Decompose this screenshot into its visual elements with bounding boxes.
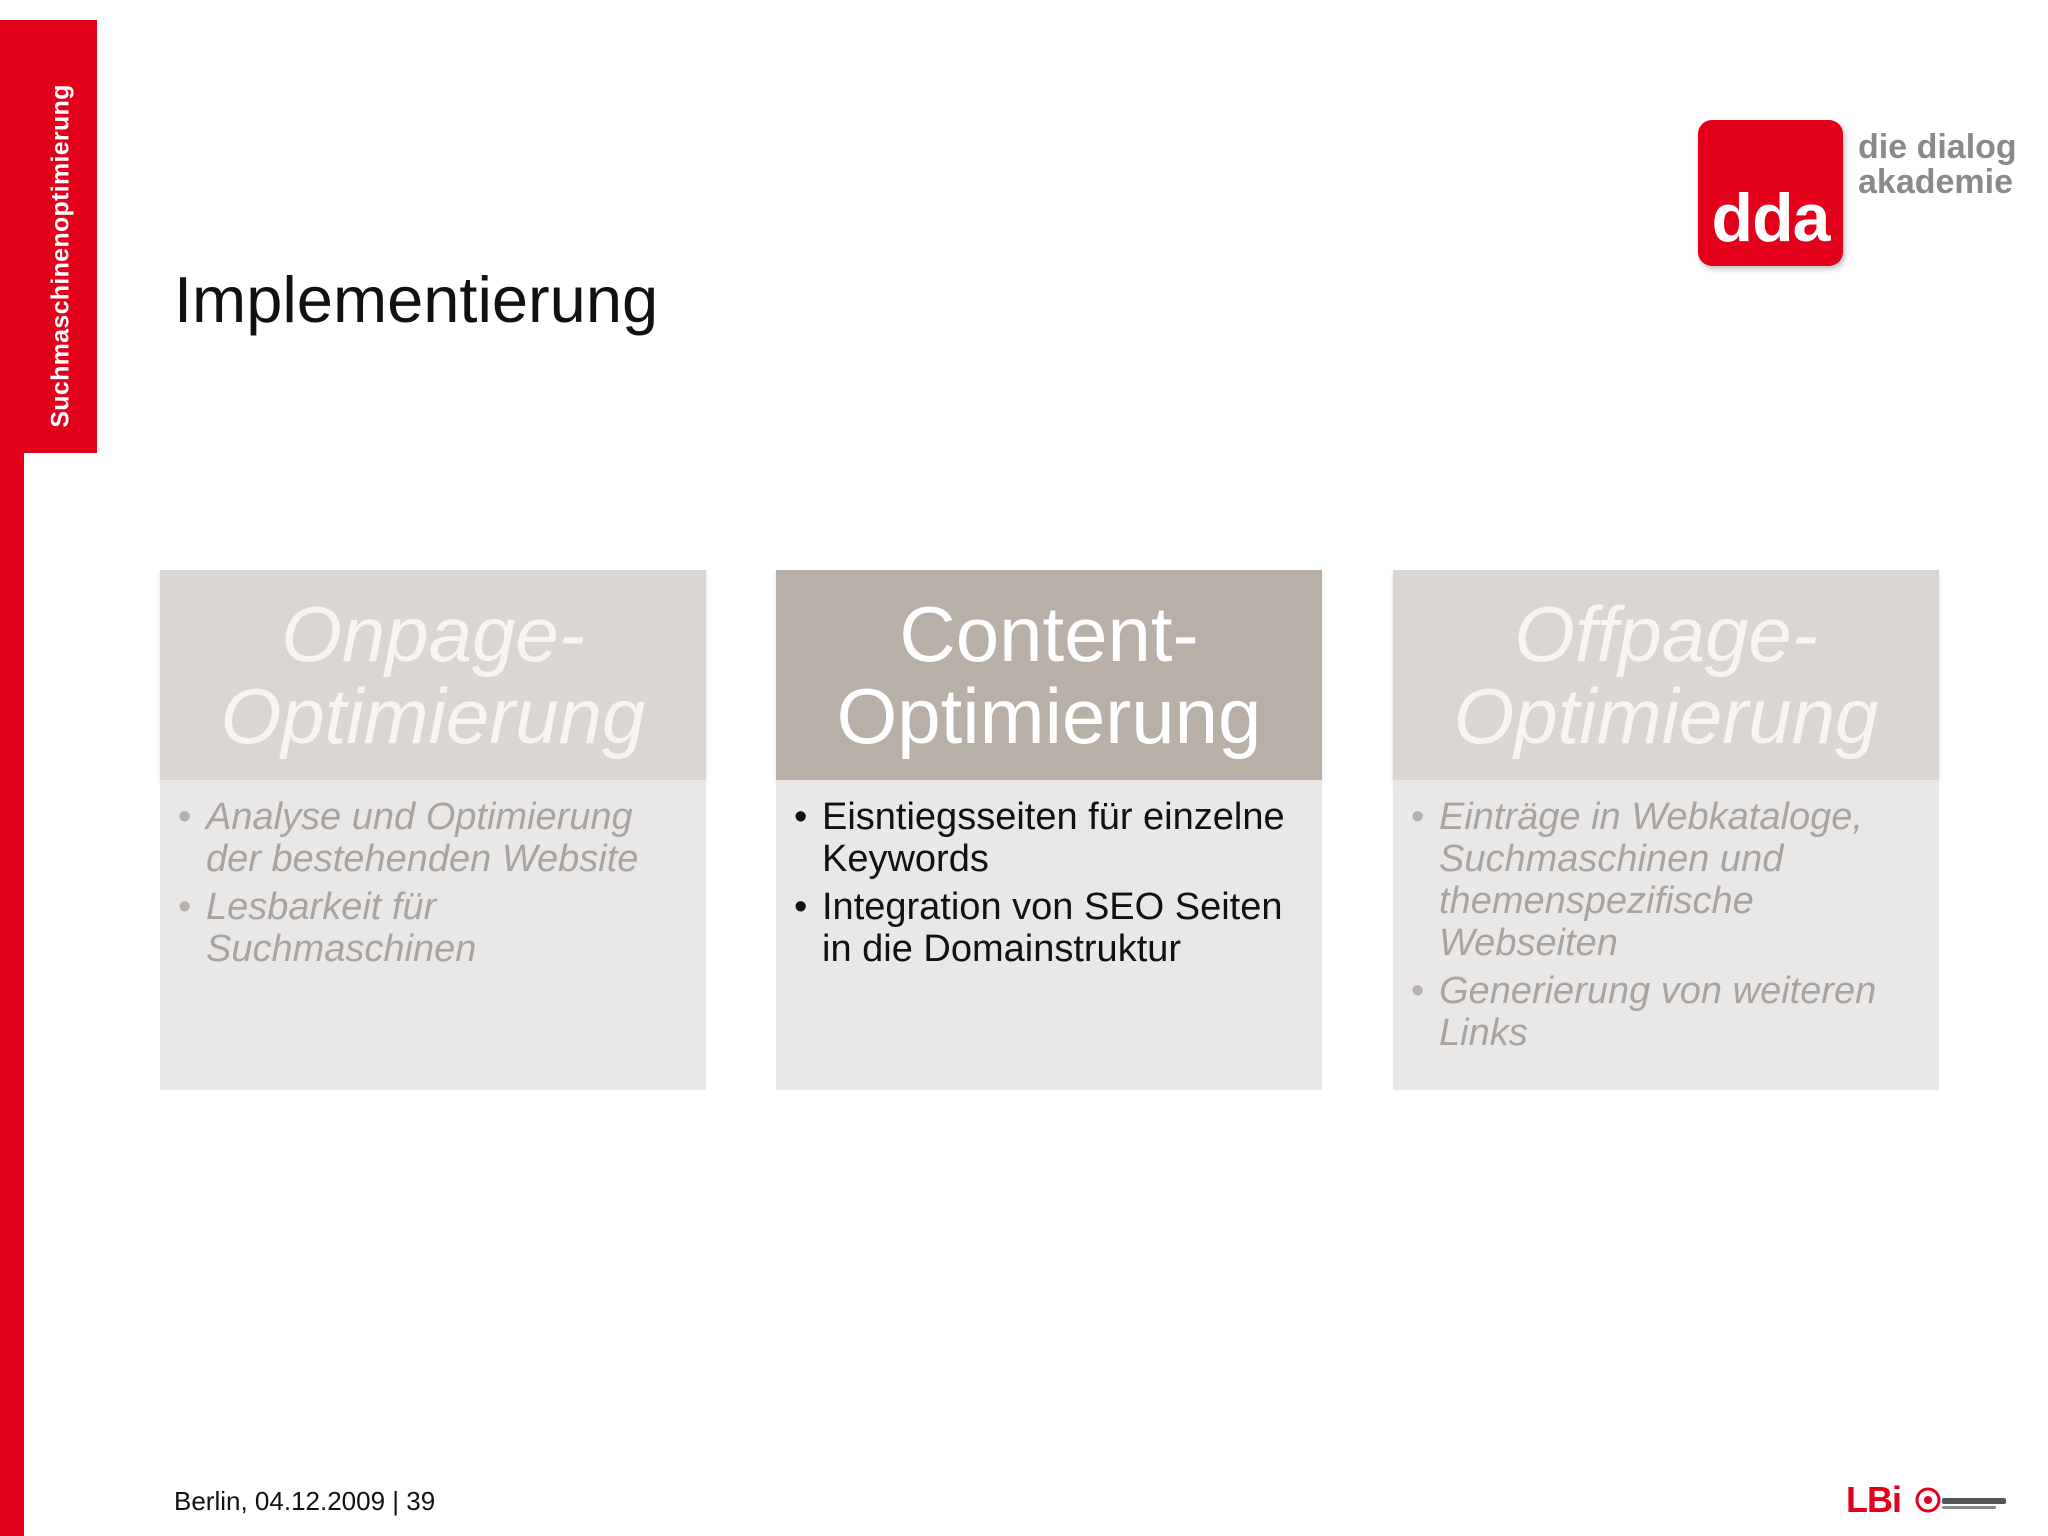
card-onpage xyxy=(160,570,706,1090)
side-label: Suchmaschinenoptimierung xyxy=(46,84,75,428)
logo-line-2: akademie xyxy=(1858,163,2013,201)
dda-logo-letters: dda xyxy=(1711,180,1830,256)
dda-logo-wordmark xyxy=(1858,130,2028,200)
bullet-item: • Eisntiegsseiten für einzelne Keywords xyxy=(822,796,1298,880)
partner-wordmark-sub xyxy=(1942,1506,1996,1509)
card-title-line-1: Offpage- xyxy=(1514,590,1818,678)
partner-wordmark xyxy=(1942,1498,2006,1504)
footer-date-page: Berlin, 04.12.2009 | 39 xyxy=(174,1486,436,1516)
card-title-line-2: Optimierung xyxy=(1453,672,1879,760)
card-title-line-1: Onpage- xyxy=(281,590,585,678)
page-title: Implementierung xyxy=(174,263,659,336)
bullet-list xyxy=(776,780,1322,970)
bullet-list xyxy=(160,780,706,970)
partner-seal-icon xyxy=(1914,1486,1942,1514)
card-header xyxy=(1393,570,1939,780)
card-body xyxy=(1393,780,1939,1090)
card-header xyxy=(160,570,706,780)
card-content xyxy=(776,570,1322,1090)
card-header xyxy=(776,570,1322,780)
bullet-item: • Einträge in Webkataloge, Suchmaschinen und themenspezifische Webseiten xyxy=(1439,796,1917,964)
bullet-item: • Lesbarkeit für Suchmaschinen xyxy=(206,886,682,970)
dda-logo-mark xyxy=(1698,120,1843,266)
card-title-line-2: Optimierung xyxy=(220,672,646,760)
logo-line-1: die dialog xyxy=(1858,128,2017,166)
bullet-item: • Integration von SEO Seiten in die Domainstruktur xyxy=(822,886,1298,970)
side-label-tab xyxy=(0,20,97,453)
card-title-line-2: Optimierung xyxy=(836,672,1262,760)
card-offpage xyxy=(1393,570,1939,1090)
bullet-list xyxy=(1393,780,1939,1054)
card-title-line-1: Content- xyxy=(899,590,1199,678)
card-body xyxy=(776,780,1322,1090)
bullet-item: • Generierung von weiteren Links xyxy=(1439,970,1917,1054)
lbi-logo-text: LBi xyxy=(1846,1479,1901,1520)
card-body xyxy=(160,780,706,1090)
bullet-item: • Analyse und Optimierung der bestehenden Website xyxy=(206,796,682,880)
